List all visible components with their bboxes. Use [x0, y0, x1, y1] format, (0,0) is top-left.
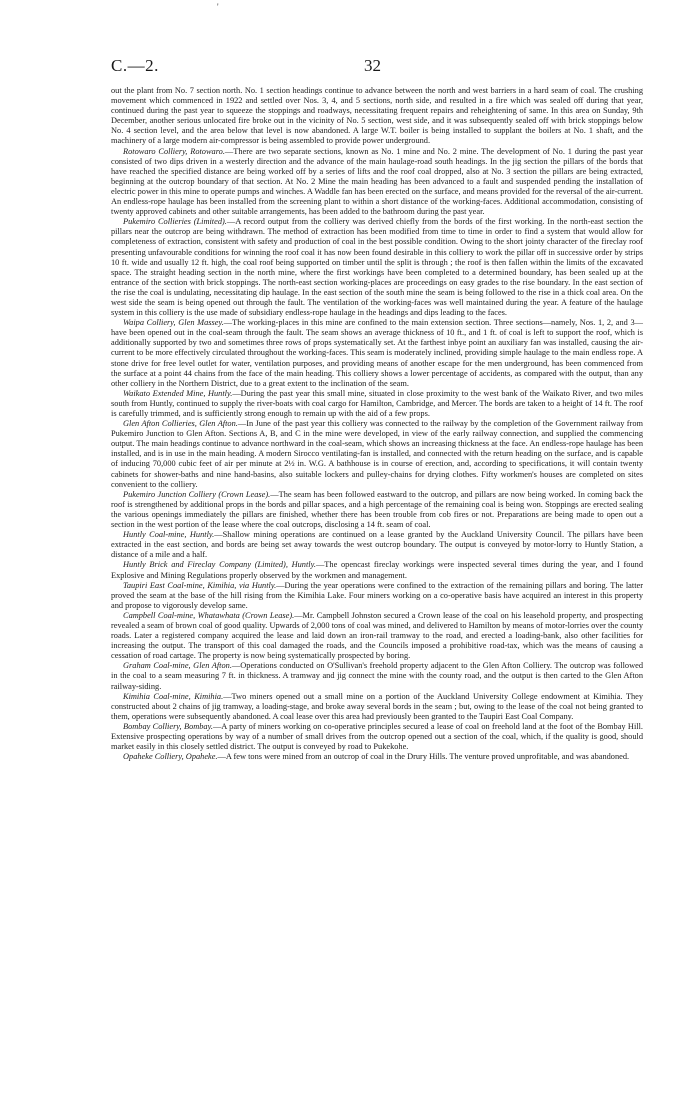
paragraph-text: —There are two separate sections, known as No. 1 mine and No. 2 mine. The development of No. 1 during the past year consisted of two dips driven in a westerly direction and the advance of the main haulage-road south headings. In the jig section the pillars of the bords that have reached the specified distance are being worked off by a series of lifts and the roof coal dropped, also at No. 3 section the pillars are being extracted, beginning at the outcrop boundary of that section. At No. 2 Mine the main heading has been advanced to a fault and suspended pending the installation of electric power in this mine to operate pumps and winches. A Waddle fan has been erected on the surface, and means provided for the reversal of the air-current. An endless-rope haulage has been installed from the screening plant to within a short distance of the working-faces. Additional accommodation, consisting of twenty approved cabinets and other suitable arrangements, has been added to the bathroom during the past year. — [111, 146, 643, 217]
paragraph-huntly — [111, 530, 643, 560]
paragraph-heading: Glen Afton Collieries, Glen Afton. — [123, 419, 238, 429]
paragraph-bombay — [111, 722, 643, 752]
paragraph-heading: Pukemiro Junction Colliery (Crown Lease). — [123, 489, 271, 499]
paragraph-text: —Shallow mining operations are continued on a lease granted by the Auckland University Council. The pillars have been extracted in the east section, and bords are being set away towards the west outcrop boundary. The output is conveyed by motor-lorry to Huntly Station, a distance of a mile and a half. — [111, 530, 643, 560]
paragraph-heading: Bombay Colliery, Bombay. — [123, 721, 213, 731]
paragraph-heading: Taupiri East Coal-mine, Kimihia, via Huntly. — [123, 580, 277, 590]
paragraph-heading: Kimihia Coal-mine, Kimihia. — [123, 691, 224, 701]
paragraph-continuation — [111, 86, 643, 147]
paragraph-heading: Graham Coal-mine, Glen Afton. — [123, 661, 232, 671]
paragraph-heading: Huntly Coal-mine, Huntly. — [123, 530, 215, 540]
paragraph-text: —The opencast fireclay workings were inspected several times during the year, and I found Explosive and Mining Regulations properly observed by the workmen and management. — [111, 560, 643, 580]
paragraph-heading: Opaheke Colliery, Opaheke. — [123, 752, 218, 762]
paragraph-text: —The seam has been followed eastward to the outcrop, and pillars are now being worked. In coming back the roof is strengthened by additional props in the bords and pillar spaces, and a high percentage of the remaining coal is being won. Stoppings are erected sealing the various openings immediately the pillars are finished, whether there has been trouble from cob fires or not. Preparations are being made to open out a section in the west portion of the lease where the coal outcrops, disclosing a 14 ft. seam of coal. — [111, 489, 643, 530]
paragraph-text: —Operations conducted on O'Sullivan's freehold property adjacent to the Glen Afton Colliery. The outcrop was followed in the coal to a seam measuring 7 ft. in thickness. A tramway and jig connect the mine with the county road, and the output is then carted to the Glen Afton railway-siding. — [111, 661, 643, 691]
paragraph-heading: Pukemiro Collieries (Limited). — [123, 217, 227, 227]
page-number: 32 — [364, 56, 381, 75]
paragraph-campbell — [111, 611, 643, 661]
paragraph-heading: Huntly Brick and Fireclay Company (Limited), Huntly. — [123, 560, 316, 570]
paragraph-text: —During the past year this small mine, situated in close proximity to the west bank of the Waikato River, and two miles south from Huntly, continued to supply the river-boats with coal cargo for Hamilton, Cambridge, and Mercer. The bords are taken to a height of 14 ft. The roof is carefully trimmed, and is sufficiently strong enough to remain up with the aid of a few props. — [111, 388, 644, 418]
paragraph-pukemiro-junction — [111, 490, 643, 530]
paragraph-text: —A few tons were mined from an outcrop of coal in the Drury Hills. The venture proved unprofitable, and was abandoned. — [217, 752, 630, 762]
paragraph-taupiri-east — [111, 581, 643, 611]
paragraph-text: —A record output from the colliery was derived chiefly from the bords of the first working. In the north-east section the pillars near the outcrop are being withdrawn. The method of extraction has been modified from time to time in order to find a system that would allow for completeness of extraction, consistent with safety and production of coal in the best possible condition. Owing to the short jointy character of the fireclay roof presenting unfavourable conditions for winning the roof coal it has now been found desirable in this colliery to work the pillar off in successive order by strips 10 ft. wide and usually 12 ft. high, the coal roof being supported on timber until the split is through ; the roof is then fallen within the limits of the excavated space. The straight heading section in the north mine, where the first workings have been completed to a determined boundary, has been sealed up at the entrance of the section with brick stoppings. The north-east section working-places are proceedings on easy grades to the rise boundary. In the east section of the rise the coal is undulating, necessitating dip haulage. In the east section of the south mine the seam is being followed to the rise in a thick coal area. On the west side the seam is being opened out through the fault. The ventilation of the working-faces was well maintained during the year. A feature of the haulage system in this colliery is the use made of subsidiary endless-rope haulage in the headings and dips leading to the faces. — [111, 217, 643, 318]
body-text — [111, 86, 643, 762]
paragraph-opaheke — [111, 752, 643, 762]
paragraph-text: —During the year operations were confined to the extraction of the remaining pillars and boring. The latter proved the seam at the base of the hill rising from the Kimihia Lake. Four miners working on a co-operative basis have acquired an interest in this property and propose to vigorously develop same. — [111, 580, 643, 610]
paragraph-text: out the plant from No. 7 section north. No. 1 section headings continue to advance between the north and west barriers in a hard seam of coal. The crushing movement which commenced in 1922 and settled over Nos. 3, 4, and 5 sections, north side, and resulted in a fire which was sealed off during that year, continued during the past year to squeeze the stoppings and roadways, necessitating frequent repairs and reheightening of same. In this area on Sunday, 9th December, another serious unlocated fire broke out in the vicinity of No. 5 section, west side, and it was subsequently sealed off with brick stoppings below No. 4 section level, and the area below that level is now abandoned. A large W.T. boiler is being installed to supplant the boilers at No. 1 shaft, and the machinery of a large modern air-compressor is being assembled to provide power underground. — [111, 86, 643, 146]
paragraph-pukemiro — [111, 217, 643, 318]
paragraph-waikato-extended — [111, 389, 643, 419]
paragraph-heading: Waipa Colliery, Glen Massey. — [123, 318, 224, 328]
paragraph-heading: Rotowaro Colliery, Rotowaro. — [123, 146, 225, 156]
document-reference: C.—2. — [111, 56, 159, 75]
paragraph-glen-afton — [111, 419, 643, 490]
paragraph-waipa — [111, 318, 643, 389]
print-mark: ' — [217, 2, 219, 12]
paragraph-graham — [111, 661, 643, 691]
paragraph-text: —A party of miners working on co-operative principles secured a lease of coal on freehold land at the foot of the Bombay Hill. Extensive prospecting operations by way of a number of small drives from the outcrop opened out a section of the coal, which, if the quality is good, should market easily in this closely settled district. The output is conveyed by road to Pukekohe. — [111, 721, 643, 752]
paragraph-text: —Mr. Campbell Johnston secured a Crown lease of the coal on his leasehold property, and prospecting revealed a seam of brown coal of good quality. Upwards of 2,000 tons of coal was mined, and delivered to Hamilton by means of motor-lorries over the county roads. Later a registered company acquired the lease and laid down an iron-rail tramway to the road, and erected a loading-bank, also other facilities for increasing the output. The transport of this coal damaged the roads, and the Councils imposed a prohibitive road-tax, which was the means of causing a cessation of road cartage. The property is now being systematically prospected by boring. — [111, 610, 643, 661]
paragraph-text: —In June of the past year this colliery was connected to the railway by the completion of the Government railway from Pukemiro Junction to Glen Afton. Sections A, B, and C in the mine were developed, in view of the early railway connection, and supplied the commencing output. The main headings continue to advance northward in the coal-seam, which shows an increasing thickness at the face. An endless-rope haulage has been installed, and is in use in the main heading. A modern Sirocco ventilating-fan is installed, and connected with the return heading on the surface, and is capable of inducing 70,000 cubic feet of air per minute at 2½ in. W.G. A bathhouse is in course of erection, and, according to specifications, it will contain twenty cabinets for shower-baths and nine hand-basins, also suitable lockers and pulley-chains for drying clothes. Fifty workmen's houses are completed on sites convenient to the colliery. — [111, 419, 643, 489]
paragraph-heading: Campbell Coal-mine, Whatawhata (Crown Lease). — [123, 610, 295, 620]
paragraph-text: —Two miners opened out a small mine on a portion of the Auckland University College endowment at Kimihia. They constructed about 2 chains of jig tramway, a loading-stage, and broke away several bords in the seam ; but, owing to the lease of the coal not being granted to them, operations were subsequently abandoned. A coal lease over this area had previously been granted to the Taupiri East Coal Company. — [111, 691, 643, 721]
paragraph-text: —The working-places in this mine are confined to the main extension section. Three sections—namely, Nos. 1, 2, and 3—have been opened out in the coal-seam through the fault. The seam shows an average thickness of 10 ft., and 1 ft. of coal is left to support the roof, which is additionally supported by two and sometimes three rows of props systematically set. At the farthest inbye point an auxiliary fan was installed, causing the air-current to be more effectively circulated throughout the working-faces. This seam is moderately inclined, providing simple haulage to the main endless rope. A stone drive for free level outlet for water, ventilation purposes, and providing means of another escape for the men underground, has been commenced from the surface at a point 44 chains from the face of the main heading. This colliery shows a lower percentage of accidents, as compared with the output, than any other colliery in the Northern District, due to a great extent to the inclination of the seam. — [111, 318, 643, 388]
paragraph-huntly-brick — [111, 560, 643, 580]
paragraph-rotowaro — [111, 147, 643, 218]
paragraph-kimihia — [111, 692, 643, 722]
paragraph-heading: Waikato Extended Mine, Huntly. — [123, 388, 233, 398]
